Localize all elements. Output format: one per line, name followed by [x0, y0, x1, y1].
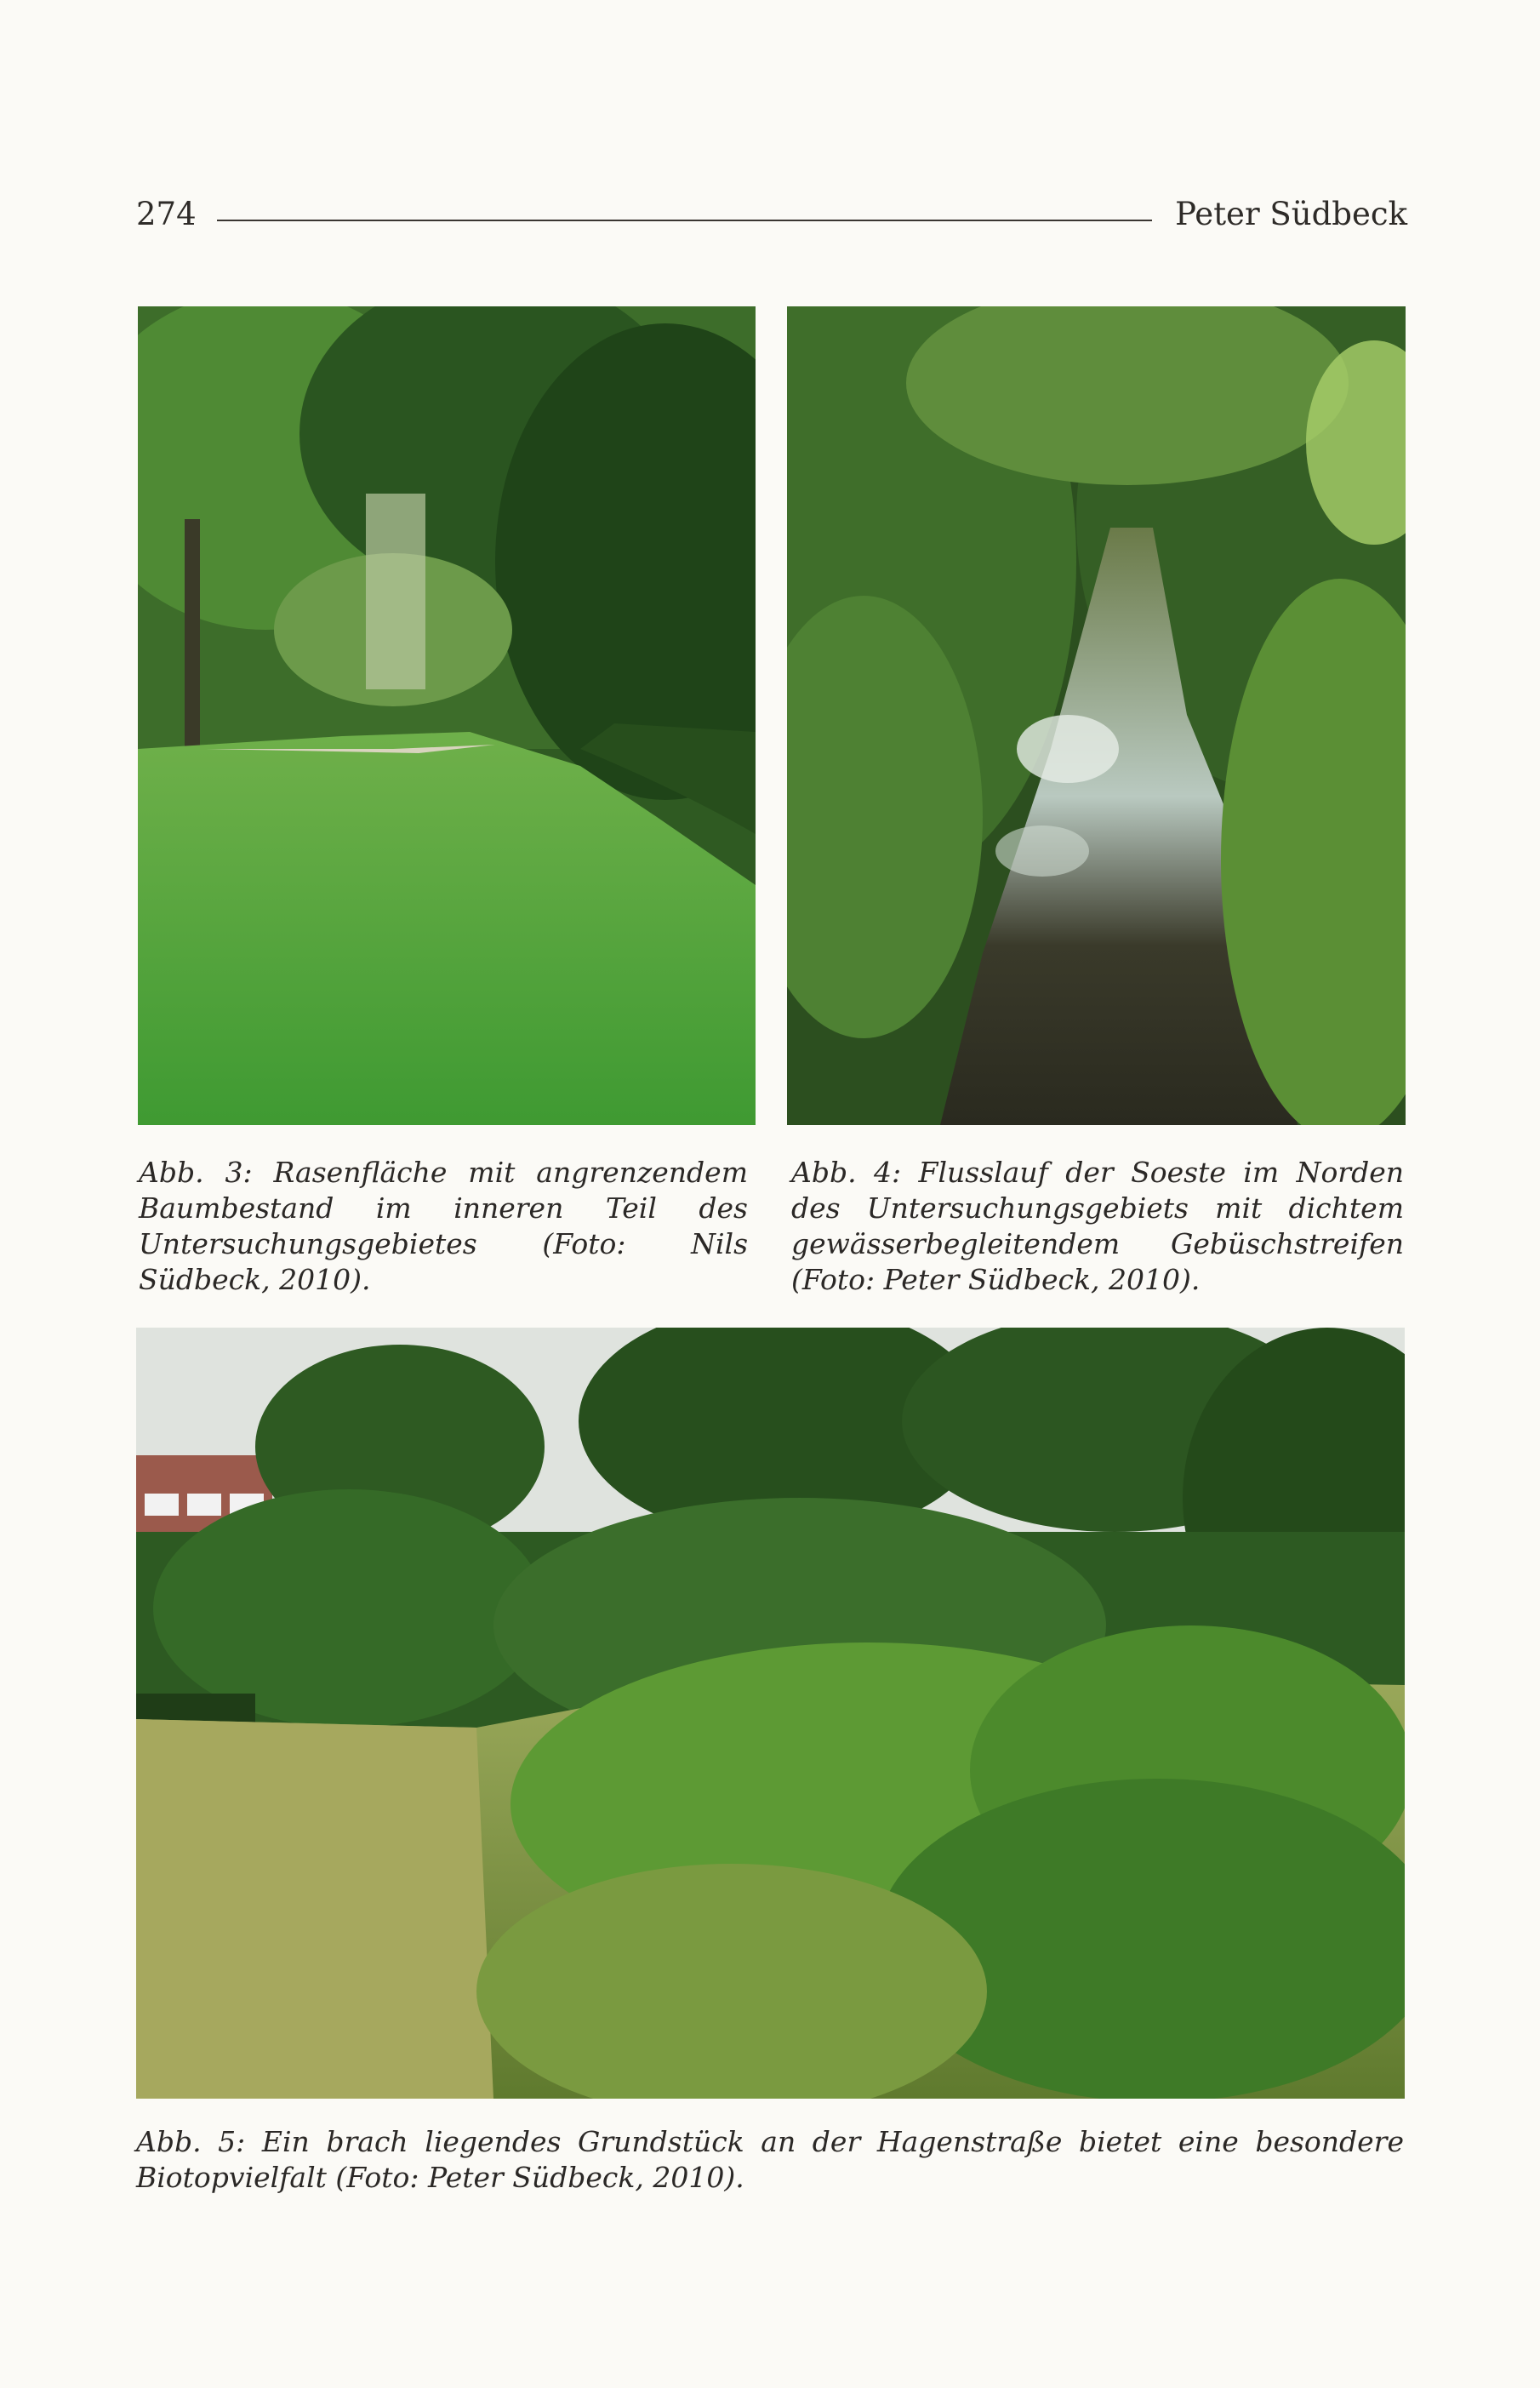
running-header-author: Peter Südbeck — [1175, 196, 1407, 232]
page-number: 274 — [136, 196, 197, 232]
figure-caption-3: Abb. 3: Rasenfläche mit angrenzendem Baumbestand im inneren Teil des Untersuchungsgebietes (Foto: Nils Südbeck, 2010). — [139, 1156, 748, 1296]
photo-fallow-plot-hagenstrasse — [136, 1328, 1405, 2099]
figure-caption-4: Abb. 4: Flusslauf der Soeste im Norden des Untersuchungsgebiets mit dichtem gewässerbegleitendem Gebüschstreifen (Foto: Peter Südbeck, 2010). — [791, 1156, 1404, 1296]
running-header — [136, 192, 1407, 243]
header-rule — [217, 220, 1152, 221]
photo-river-soeste — [787, 306, 1406, 1125]
photo-lawn-with-trees — [138, 306, 756, 1125]
figure-caption-5: Abb. 5: Ein brach liegendes Grundstück an der Hagenstraße bietet eine besondere Biotopvielfalt (Foto: Peter Südbeck, 2010). — [136, 2125, 1404, 2194]
